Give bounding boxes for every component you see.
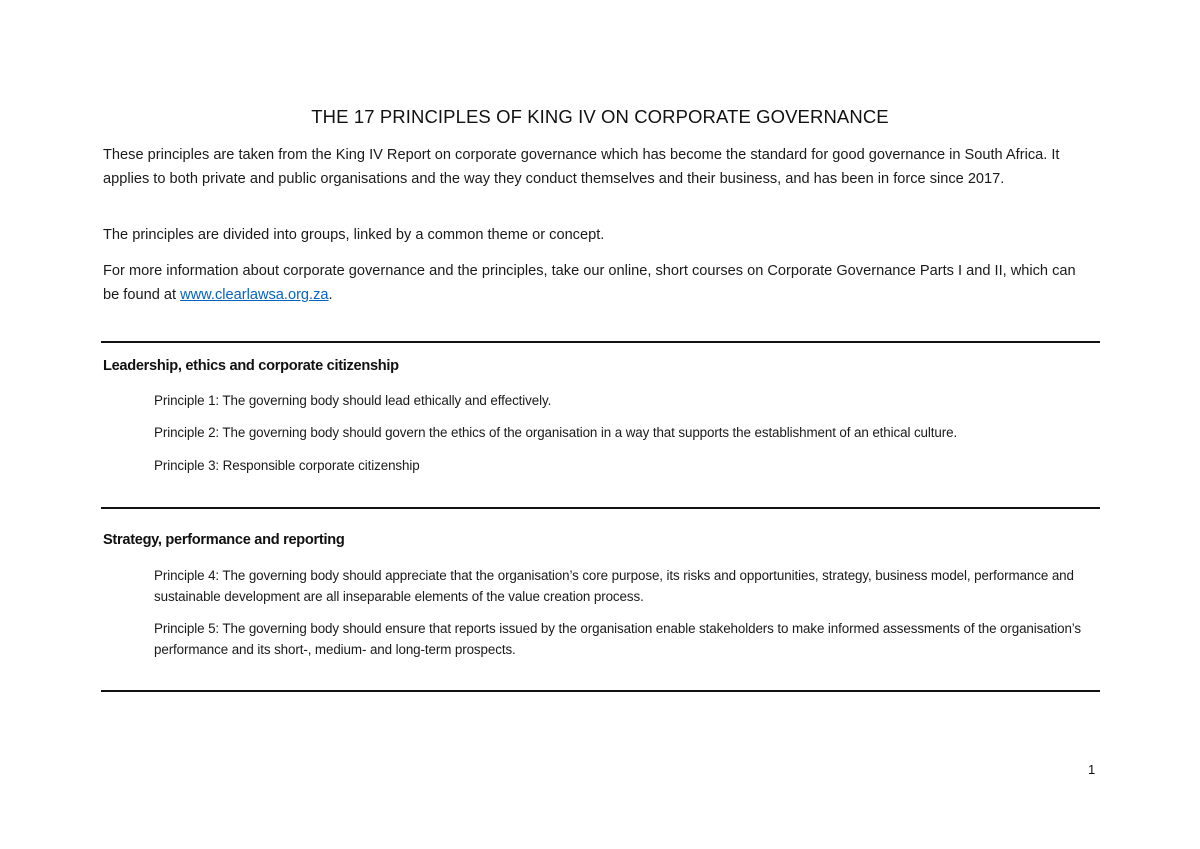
section-divider-1 [101, 341, 1100, 343]
principle-2: Principle 2: The governing body should govern the ethics of the organisation in a way that supports the establishment of an ethical culture. [154, 425, 958, 440]
document-title: THE 17 PRINCIPLES OF KING IV ON CORPORATE GOVERNANCE [311, 106, 889, 127]
principle-3: Principle 3: Responsible corporate citizenship [154, 458, 420, 473]
section-heading-leadership: Leadership, ethics and corporate citizenship [103, 358, 399, 374]
intro-paragraph-3-lead: For more information about corporate governance and the principles, take our online, short courses on Corporate Governance Parts I and II, which can be found at [103, 263, 1076, 303]
intro-paragraph-1 [103, 143, 1093, 191]
intro-paragraph-2 [103, 223, 1093, 247]
section-divider-2 [101, 507, 1100, 509]
intro-paragraph-3 [103, 259, 1093, 307]
principle-1: Principle 1: The governing body should lead ethically and effectively. [154, 393, 552, 408]
clearlawsa-link[interactable]: www.clearlawsa.org.za [180, 287, 329, 303]
principle-4: Principle 4: The governing body should appreciate that the organisation’s core purpose, its risks and opportunities, strategy, business model, performance and sustainable development are all inseparable elements of the value creation process. [154, 568, 1074, 604]
intro-paragraph-1-text: These principles are taken from the King IV Report on corporate governance which has become the standard for good governance in South Africa. It applies to both private and public organisations and the way they conduct themselves and their business, and has been in force since 2017. [103, 147, 1060, 187]
section-heading-strategy: Strategy, performance and reporting [103, 532, 345, 548]
page-number: 1 [1088, 762, 1096, 777]
intro-paragraph-3-end: . [328, 287, 333, 303]
section-divider-3 [101, 690, 1100, 692]
principle-5: Principle 5: The governing body should ensure that reports issued by the organisation enable stakeholders to make informed assessments of the organisation’s performance and its short-, medium- and long-term prospects. [154, 621, 1082, 657]
intro-paragraph-2-text: The principles are divided into groups, linked by a common theme or concept. [103, 227, 605, 243]
intro-paragraph-3-text [103, 259, 1093, 307]
